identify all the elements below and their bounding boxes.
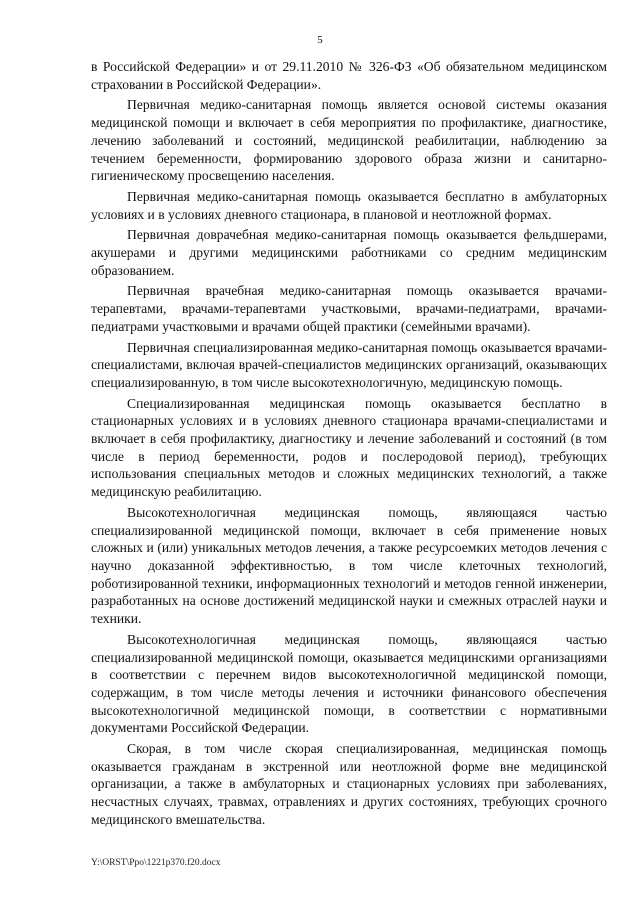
page-number: 5	[317, 34, 323, 46]
paragraph: в Российской Федерации» и от 29.11.2010 № 326-ФЗ «Об обязательном медицинском страховании в Российской Федерации».	[91, 59, 607, 92]
paragraph: Скорая, в том числе скорая специализированная, медицинская помощь оказывается гражданам в экстренной или неотложной форме вне медицинской организации, а также в амбулаторных и стационарных условиях при заболеваниях, несчастных случаях, травмах, отравлениях и других состояниях, требующих срочного медицинского вмешательства.	[91, 741, 607, 827]
paragraph: Первичная медико-санитарная помощь является основой системы оказания медицинской помощи и включает в себя мероприятия по профилактике, диагностике, лечению заболеваний и состояний, медицинской реабилитации, наблюдению за течением беременности, формированию здорового образа жизни и санитарно-гигиеническому просвещению населения.	[91, 97, 607, 184]
footer-file-path: Y:\ORST\Ppo\1221p370.f20.docx	[91, 858, 221, 868]
paragraph: Первичная врачебная медико-санитарная помощь оказывается врачами-терапевтами, врачами-терапевтами участковыми, врачами-педиатрами, врачами-педиатрами участковыми и врачами общей практики (семейными врачами).	[91, 283, 607, 334]
paragraph: Первичная специализированная медико-санитарная помощь оказывается врачами-специалистами, включая врачей-специалистов медицинских организаций, оказывающих специализированную, в том числе высокотехнологичную, медицинскую помощь.	[91, 339, 607, 390]
paragraph: Высокотехнологичная медицинская помощь, являющаяся частью специализированной медицинской помощи, оказывается медицинскими организациями в соответствии с перечнем видов высокотехнологичной медицинской помощи, содержащим, в том числе методы лечения и источники финансового обеспечения высокотехнологичной медицинской помощи, в соответствии с нормативными документами Российской Федерации.	[91, 631, 607, 736]
paragraph: Специализированная медицинская помощь оказывается бесплатно в стационарных условиях и в условиях дневного стационара врачами-специалистами и включает в себя профилактику, диагностику и лечение заболеваний и состояний (в том числе в период беременности, родов и послеродовой период), требующих использования специальных методов и сложных медицинских технологий, а также медицинскую реабилитацию.	[91, 395, 607, 500]
paragraph: Первичная доврачебная медико-санитарная помощь оказывается фельдшерами, акушерами и другими медицинскими работниками со средним медицинским образованием.	[91, 227, 607, 278]
document-body	[91, 58, 607, 832]
paragraph: Высокотехнологичная медицинская помощь, являющаяся частью специализированной медицинской помощи, включает в себя применение новых сложных и (или) уникальных методов лечения, а также ресурсоемких методов лечения с научно доказанной эффективностью, в том числе клеточных технологий, роботизированной техники, информационных технологий и методов генной инженерии, разработанных на основе достижений медицинской науки и смежных отраслей науки и техники.	[91, 504, 607, 627]
paragraph: Первичная медико-санитарная помощь оказывается бесплатно в амбулаторных условиях и в условиях дневного стационара, в плановой и неотложной формах.	[91, 188, 607, 222]
